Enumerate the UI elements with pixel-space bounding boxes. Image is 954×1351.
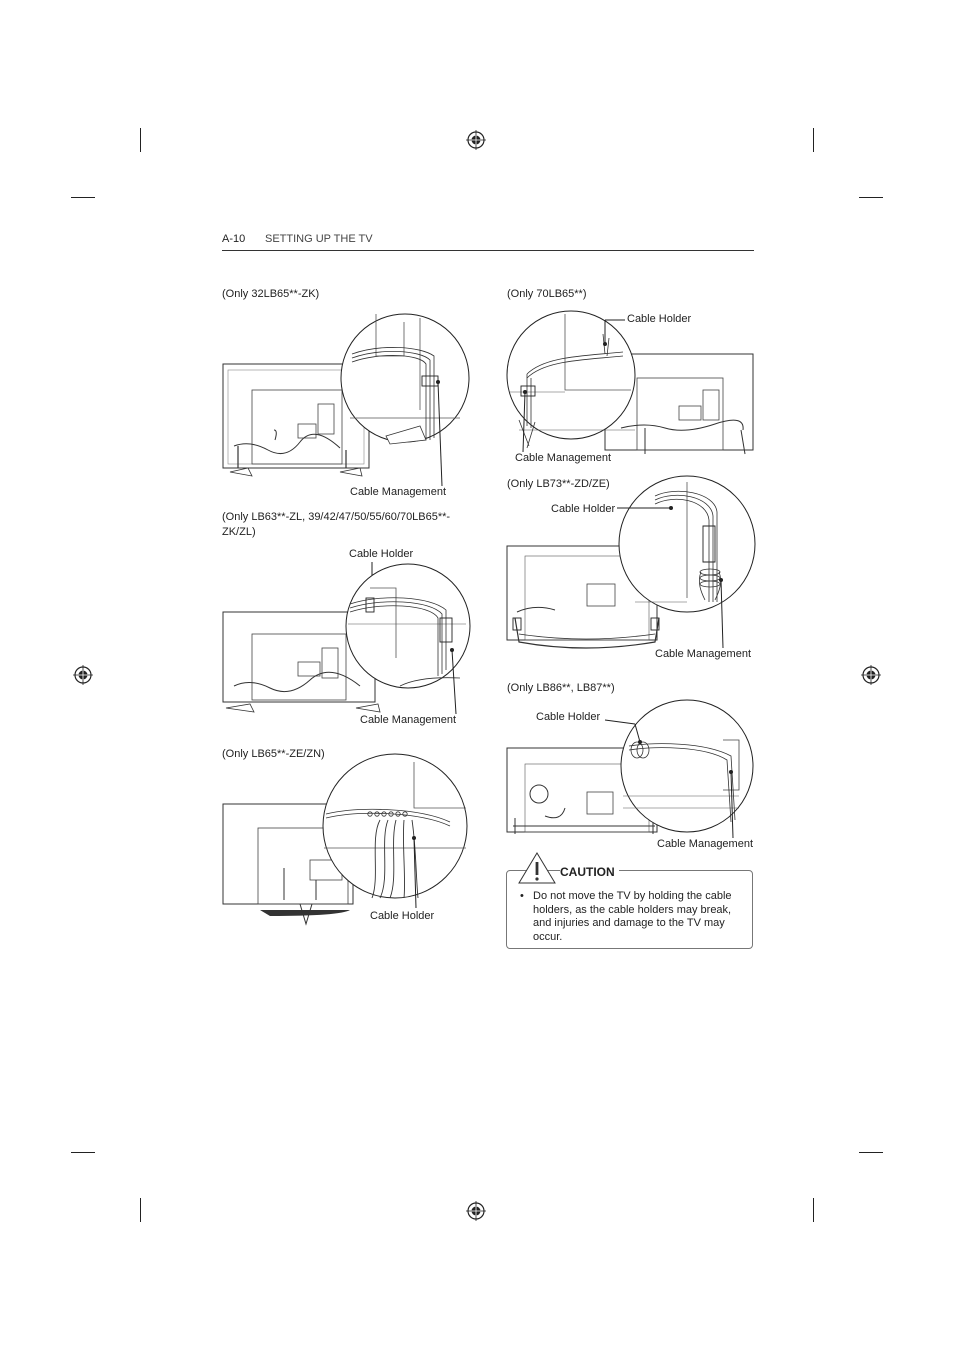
tv-back-illustration	[220, 558, 480, 728]
bullet: •	[520, 890, 524, 902]
figure-caption: ZK/ZL)	[222, 526, 256, 538]
registration-mark-icon	[73, 665, 93, 685]
section-title: SETTING UP THE TV	[265, 233, 373, 245]
crop-mark	[140, 128, 141, 152]
figure-caption: (Only LB86**, LB87**)	[507, 682, 615, 694]
registration-mark-icon	[861, 665, 881, 685]
crop-mark	[71, 1152, 95, 1153]
tv-back-illustration	[505, 700, 757, 845]
header-rule	[222, 250, 754, 251]
figure-caption: (Only 70LB65**)	[507, 288, 587, 300]
callout-label-cable-holder: Cable Holder	[627, 313, 692, 325]
crop-mark	[813, 128, 814, 152]
callout-label-cable-holder: Cable Holder	[536, 711, 601, 723]
tv-back-illustration	[220, 300, 470, 500]
callout-label-cable-management: Cable Management	[657, 838, 754, 850]
figure-caption: (Only LB73**-ZD/ZE)	[507, 478, 610, 490]
caution-title: CAUTION	[560, 865, 619, 879]
callout-label-cable-holder: Cable Holder	[551, 503, 616, 515]
crop-mark	[140, 1198, 141, 1222]
crop-mark	[71, 197, 95, 198]
callout-label-cable-holder: Cable Holder	[349, 548, 414, 560]
callout-label-cable-holder: Cable Holder	[370, 910, 435, 922]
tv-back-illustration	[505, 472, 757, 662]
registration-mark-icon	[466, 130, 486, 150]
figure-caption: (Only 32LB65**-ZK)	[222, 288, 320, 300]
callout-label-cable-management: Cable Management	[515, 452, 612, 464]
crop-mark	[813, 1198, 814, 1222]
crop-mark	[859, 1152, 883, 1153]
registration-mark-icon	[466, 1201, 486, 1221]
callout-label-cable-management: Cable Management	[655, 648, 752, 660]
tv-back-illustration	[505, 310, 757, 460]
callout-label-cable-management: Cable Management	[360, 714, 457, 726]
callout-label-cable-management: Cable Management	[350, 486, 447, 498]
tv-back-illustration	[220, 748, 470, 933]
caution-text: Do not move the TV by holding the cable holders, as the cable holders may break, and injuries and damage to the TV may occur.	[533, 890, 732, 943]
page-number: A-10	[222, 233, 246, 245]
figure-caption: (Only LB63**-ZL, 39/42/47/50/55/60/70LB65**-	[222, 511, 451, 523]
crop-mark	[859, 197, 883, 198]
warning-triangle-icon	[517, 851, 557, 885]
figure-caption: (Only LB65**-ZE/ZN)	[222, 748, 325, 760]
